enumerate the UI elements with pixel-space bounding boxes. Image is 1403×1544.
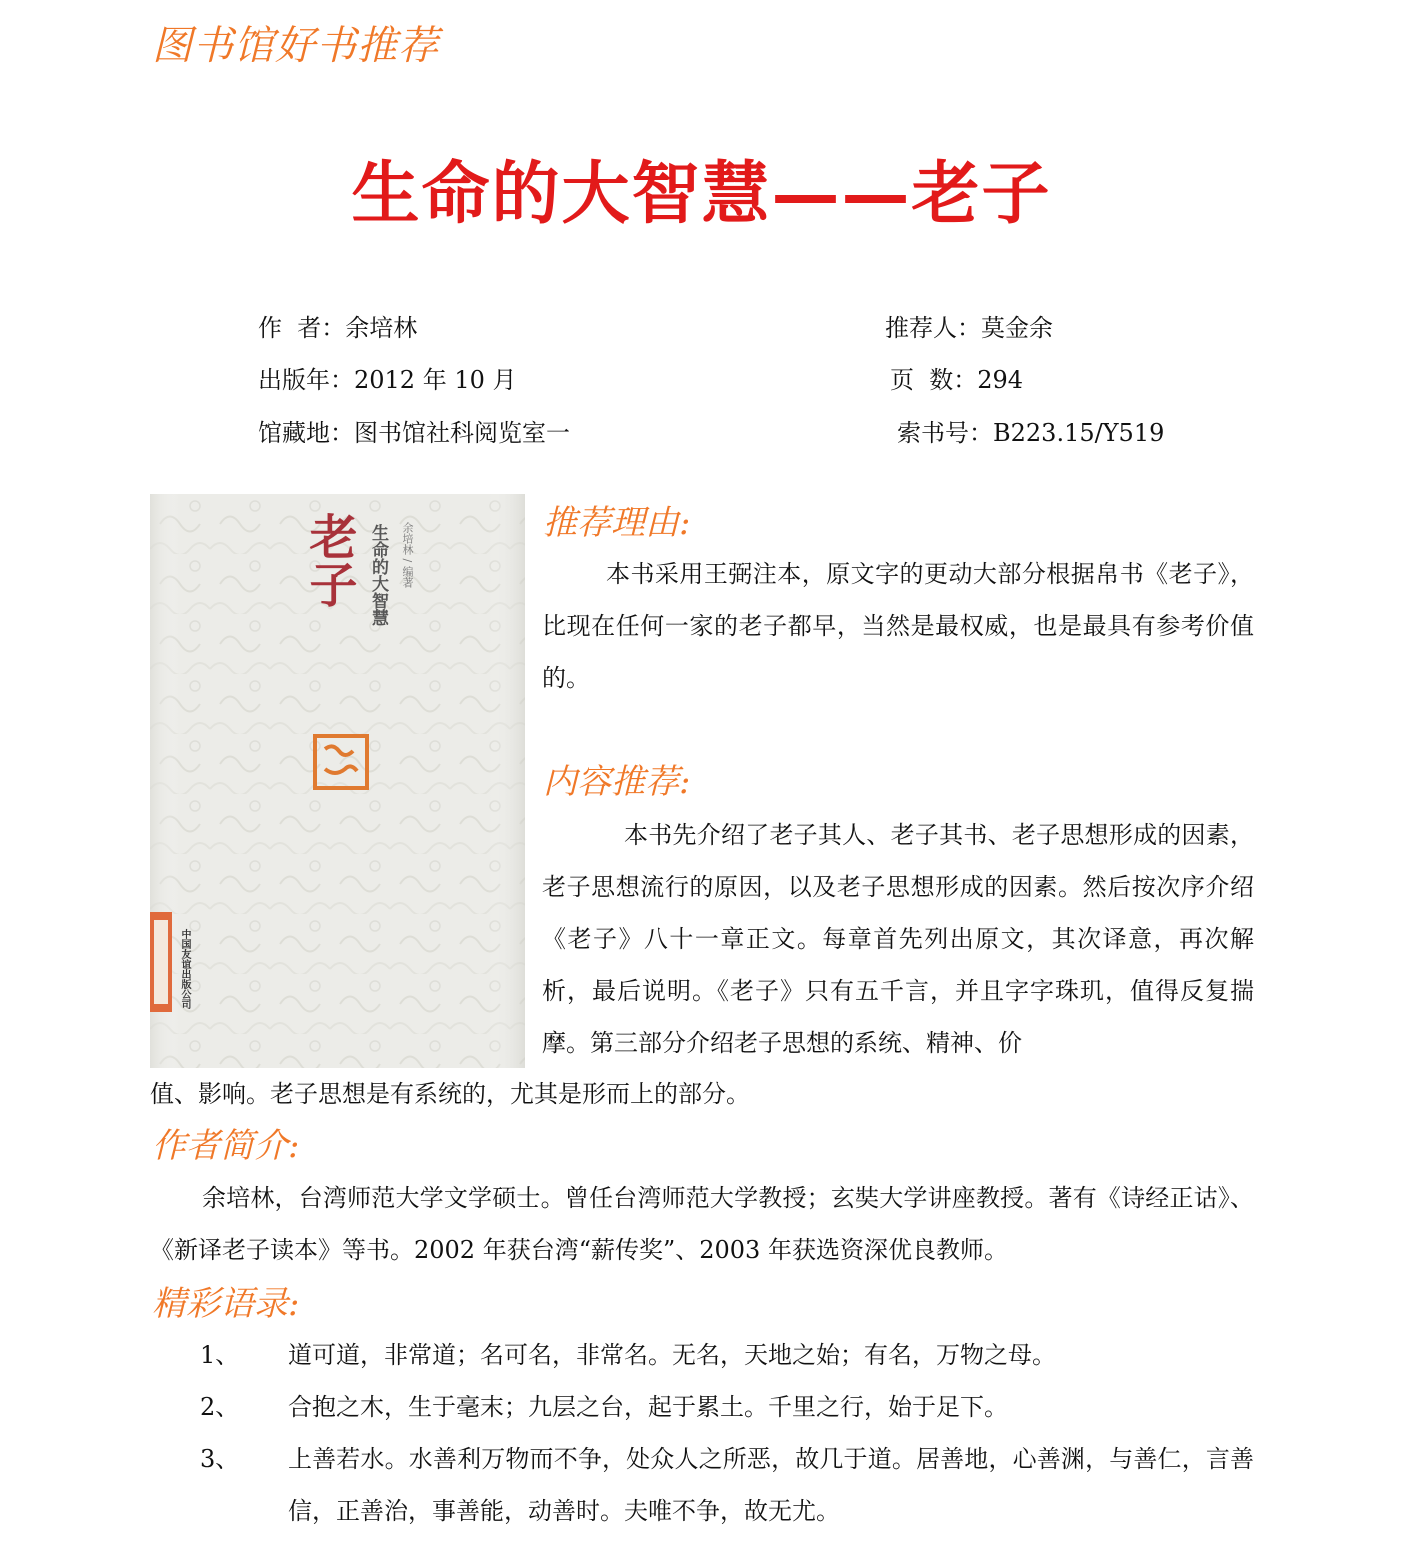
content-text: 本书先介绍了老子其人、老子其书、老子思想形成的因素，老子思想流行的原因，以及老子思想形成的因素。然后按次序介绍《老子》八十一章正文。每章首先列出原文，其次译意，再次解析，最后说明。《老子》只有五千言，并且字字珠玑，值得反复揣摩。第三部分介绍老子思想的系统、精神、价 (542, 821, 1254, 1057)
reason-text: 本书采用王弼注本，原文字的更动大部分根据帛书《老子》，比现在任何一家的老子都早，当然是最权威，也是最具有参考价值的。 (542, 560, 1254, 692)
cover-publisher: 中国友谊出版公司 (179, 929, 190, 1009)
quotes-heading: 精彩语录: (152, 1284, 300, 1324)
author-intro-text: 余培林，台湾师范大学文学硕士。曾任台湾师范大学教授；玄奘大学讲座教授。著有《诗经正诂》、《新译老子读本》等书。2002 年获台湾“薪传奖”、2003 年获选资深优良教师。 (150, 1184, 1254, 1264)
pages-value: 294 (977, 366, 1024, 394)
location-row (258, 418, 570, 448)
cover-author: 余培林 / 编著 (401, 522, 414, 588)
callno-label: 索书号： (897, 419, 993, 447)
callno-value: B223.15/Y519 (993, 419, 1165, 447)
location-value: 图书馆社科阅览室一 (354, 419, 570, 447)
header-tag: 图书馆好书推荐 (152, 23, 439, 69)
pages-row (890, 365, 1023, 395)
year-label: 出版年： (258, 366, 354, 394)
author-row (258, 313, 417, 343)
cover-subtitle: 生命的大智慧 (368, 524, 388, 626)
pages-label: 页 数： (890, 366, 978, 394)
year-value: 2012 年 10 月 (354, 366, 517, 394)
book-cover-image (150, 494, 525, 1068)
author-value: 余培林 (345, 314, 418, 342)
quote-number: 3、 (200, 1445, 240, 1473)
content-heading: 内容推荐: (543, 762, 691, 802)
author-intro-heading: 作者简介: (152, 1126, 300, 1166)
page-title: 生命的大智慧——老子 (351, 154, 1052, 234)
quote-number: 2、 (200, 1393, 240, 1421)
cover-big-title: 老子 (301, 512, 357, 608)
recommender-value: 莫金余 (981, 314, 1053, 342)
quote-number: 1、 (200, 1341, 240, 1369)
quote-item: 合抱之木，生于毫末；九层之台，起于累土。千里之行，始于足下。 (288, 1393, 1008, 1421)
author-label: 作 者： (258, 314, 346, 342)
quote-item: 道可道，非常道；名可名，非常名。无名，天地之始；有名，万物之母。 (288, 1341, 1056, 1369)
quote-item: 上善若水。水善利万物而不争，处众人之所恶，故几于道。居善地，心善渊，与善仁，言善信，正善治，事善能，动善时。夫唯不争，故无尤。 (288, 1445, 1254, 1525)
reason-heading: 推荐理由: (543, 503, 691, 543)
callno-row (897, 418, 1164, 448)
recommender-label: 推荐人： (885, 314, 981, 342)
recommender-row (885, 313, 1053, 343)
year-row (258, 365, 517, 395)
content-text-tail: 值、影响。老子思想是有系统的，尤其是形而上的部分。 (150, 1080, 750, 1108)
location-label: 馆藏地： (258, 419, 354, 447)
